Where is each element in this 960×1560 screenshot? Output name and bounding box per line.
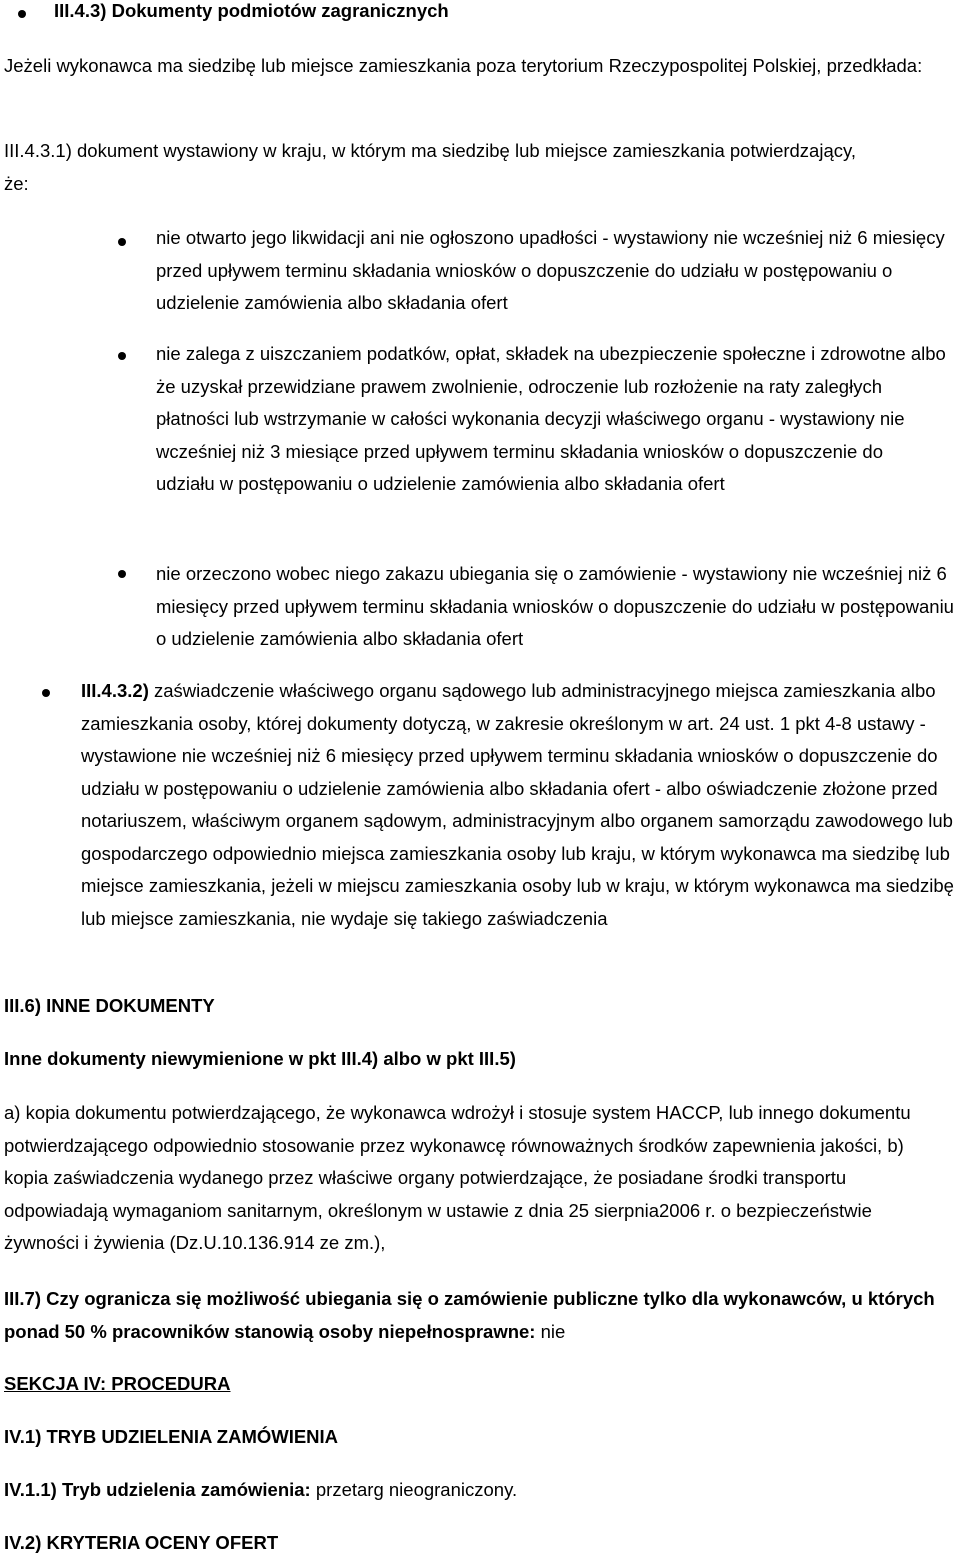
bullet-icon bbox=[118, 352, 126, 360]
sub-bullet-item: nie zalega z uiszczaniem podatków, opłat, składek na ubezpieczenie społeczne i zdrowotne albo że uzyskał przewidziane prawem zwolnienie, odroczenie lub rozłożenie na raty zaległych płatności lub wstrzymanie w całości wykonania decyzji właściwego organu - wystawiony nie wcześniej niż 3 miesiące przed upływem terminu składania wniosków o dopuszczenie do udziału w postępowaniu o udzielenie zamówienia albo składania ofert bbox=[156, 343, 946, 494]
bullet-icon bbox=[42, 689, 50, 697]
section-title: SEKCJA IV: PROCEDURA bbox=[4, 1373, 231, 1394]
item-text: zaświadczenie właściwego organu sądowego lub administracyjnego miejsca zamieszkania albo zamieszkania osoby, której dokumenty dotyczą, w zakresie określonym w art. 24 ust. 1 pkt 4-8 ustawy - wystawione nie wcześniej niż 6 miesięcy przed upływem terminu składania wniosków o dopuszczenie do udziału w postępowaniu o udzielenie zamówienia albo składania ofert - albo oświadczenie złożone przed notariuszem, właściwym organem sądowym, administracyjnym albo organem samorządu zawodowego lub gospodarczego odpowiednio miejsca zamieszkania osoby lub kraju, w którym wykonawca ma siedzibę lub miejsce zamieszkania, jeżeli w miejscu zamieszkania osoby lub w kraju, w którym wykonawca ma siedzibę lub miejsce zamieszkania, nie wydaje się takiego zaświadczenia bbox=[81, 680, 954, 929]
bullet-icon bbox=[18, 10, 26, 18]
sub-bullet-item: nie orzeczono wobec niego zakazu ubiegania się o zamówienie - wystawiony nie wcześniej niż 6 miesięcy przed upływem terminu składania wniosków o dopuszczenie do udziału w postępowaniu o udzielenie zamówienia albo składania ofert bbox=[156, 563, 954, 649]
item-3-4-3-1: III.4.3.1) dokument wystawiony w kraju, w którym ma siedzibę lub miejsce zamieszkania potwierdzający, że: bbox=[4, 140, 857, 194]
item-4-1-1 bbox=[4, 1474, 804, 1507]
item-3-4-3-2 bbox=[81, 675, 956, 935]
bullet-icon bbox=[118, 238, 126, 246]
item-value: nie bbox=[535, 1320, 566, 1342]
item-label: III.4.3.2) bbox=[81, 680, 149, 701]
item-label: III.7) Czy ogranicza się możliwość ubiegania się o zamówienie publiczne tylko dla wykonawców, u których ponad 50 % pracowników stanowią osoby niepełnosprawne: bbox=[4, 1288, 935, 1342]
item-value: przetarg nieograniczony. bbox=[310, 1479, 518, 1500]
item-3-7 bbox=[4, 1283, 952, 1348]
heading-foreign-documents: III.4.3) Dokumenty podmiotów zagranicznych bbox=[54, 0, 449, 21]
heading-evaluation-criteria: IV.2) KRYTERIA OCENY OFERT bbox=[4, 1532, 279, 1553]
item-label: IV.1.1) Tryb udzielenia zamówienia: bbox=[4, 1479, 311, 1500]
heading-other-documents: III.6) INNE DOKUMENTY bbox=[4, 995, 215, 1016]
heading-other-docs-not-listed: Inne dokumenty niewymienione w pkt III.4) albo w pkt III.5) bbox=[4, 1048, 516, 1069]
sub-bullet-item: nie otwarto jego likwidacji ani nie ogłoszono upadłości - wystawiony nie wcześniej niż 6 miesięcy przed upływem terminu składania wniosków o dopuszczenie do udziału w postępowaniu o udzielenie zamówienia albo składania ofert bbox=[156, 227, 945, 313]
other-docs-paragraph: a) kopia dokumentu potwierdzającego, że wykonawca wdrożył i stosuje system HACCP, lub innego dokumentu potwierdzającego odpowiednio stosowanie przez wykonawcę równoważnych środków zapewnienia jakości, b) kopia zaświadczenia wydanego przez właściwe organy potwierdzające, że posiadane środki transportu odpowiadają wymaganiom sanitarnym, określonym w ustawie z dnia 25 sierpnia2006 r. o bezpieczeństwie żywności i żywienia (Dz.U.10.136.914 ze zm.), bbox=[4, 1102, 911, 1253]
intro-foreign-paragraph: Jeżeli wykonawca ma siedzibę lub miejsce zamieszkania poza terytorium Rzeczypospolitej Polskiej, przedkłada: bbox=[4, 55, 923, 76]
heading-procedure-mode: IV.1) TRYB UDZIELENIA ZAMÓWIENIA bbox=[4, 1426, 339, 1447]
bullet-icon bbox=[118, 570, 126, 578]
